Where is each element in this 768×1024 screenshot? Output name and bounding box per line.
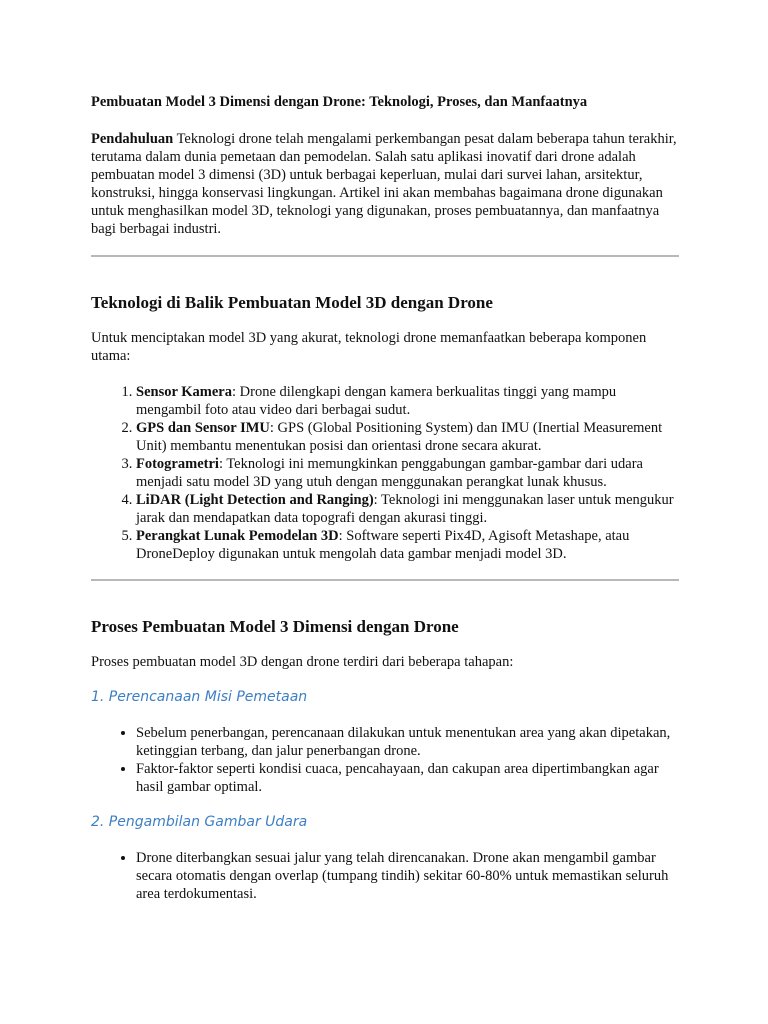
item-desc: : GPS (Global Positioning System) dan IMU (Inertial Measurement Unit) membantu menentukan posisi dan orientasi drone secara akurat. xyxy=(136,420,663,454)
item-term: Fotogrametri xyxy=(136,456,219,472)
item-term: Sensor Kamera xyxy=(136,384,232,400)
step1-heading: 1. Perencanaan Misi Pemetaan xyxy=(91,689,308,705)
item-desc: : Drone dilengkapi dengan kamera berkualitas tinggi yang mampu mengambil foto atau video dari berbagai sudut. xyxy=(136,384,617,418)
list-item: • Faktor-faktor seperti kondisi cuaca, pencahayaan, dan cakupan area dipertimbangkan agar hasil gambar optimal. xyxy=(136,760,679,796)
process-lead: Proses pembuatan model 3D dengan drone terdiri dari beberapa tahapan: xyxy=(91,654,514,670)
item-term: Perangkat Lunak Pemodelan 3D xyxy=(136,528,339,544)
document-content xyxy=(91,92,679,903)
step2-heading: 2. Pengambilan Gambar Udara xyxy=(91,814,308,830)
process-heading: Proses Pembuatan Model 3 Dimensi dengan Drone xyxy=(91,617,459,636)
intro-label: Pendahuluan xyxy=(91,131,174,147)
section-divider xyxy=(91,579,679,581)
list-item xyxy=(136,527,679,563)
document-title: Pembuatan Model 3 Dimensi dengan Drone: Teknologi, Proses, dan Manfaatnya xyxy=(91,94,588,110)
item-term: GPS dan Sensor IMU xyxy=(136,420,270,436)
tech-lead: Untuk menciptakan model 3D yang akurat, teknologi drone memanfaatkan beberapa komponen utama: xyxy=(91,330,647,364)
step2-list xyxy=(91,849,679,903)
list-item xyxy=(136,455,679,491)
list-item xyxy=(136,491,679,527)
item-term: LiDAR (Light Detection and Ranging) xyxy=(136,492,374,508)
list-item: • Sebelum penerbangan, perencanaan dilakukan untuk menentukan area yang akan dipetakan, ketinggian terbang, dan jalur penerbangan drone. xyxy=(136,724,679,760)
tech-heading: Teknologi di Balik Pembuatan Model 3D dengan Drone xyxy=(91,293,493,312)
list-item: • Drone diterbangkan sesuai jalur yang telah direncanakan. Drone akan mengambil gambar secara otomatis dengan overlap (tumpang tindih) sekitar 60-80% untuk memastikan seluruh area terdokumentasi. xyxy=(136,849,679,903)
section-divider xyxy=(91,255,679,257)
item-desc: : Teknologi ini memungkinkan penggabungan gambar-gambar dari udara menjadi satu model 3D yang utuh dengan menggunakan perangkat lunak khusus. xyxy=(136,456,643,490)
list-item xyxy=(136,383,679,419)
item-desc: : Software seperti Pix4D, Agisoft Metashape, atau DroneDeploy digunakan untuk mengolah data gambar menjadi model 3D. xyxy=(136,528,630,562)
intro-paragraph xyxy=(91,130,679,238)
list-item xyxy=(136,419,679,455)
item-desc: : Teknologi ini menggunakan laser untuk mengukur jarak dan mendapatkan data topografi dengan akurasi tinggi. xyxy=(136,492,674,526)
intro-text: Teknologi drone telah mengalami perkembangan pesat dalam beberapa tahun terakhir, terutama dalam dunia pemetaan dan pemodelan. Salah satu aplikasi inovatif dari drone adalah pembuatan model 3 dimensi (3D) untuk berbagai keperluan, mulai dari survei lahan, arsitektur, konstruksi, hingga konservasi lingkungan. Artikel ini akan membahas bagaimana drone digunakan untuk menghasilkan model 3D, teknologi yang digunakan, proses pembuatannya, dan manfaatnya bagi berbagai industri. xyxy=(91,131,677,237)
step1-list xyxy=(91,724,679,796)
tech-list xyxy=(91,383,679,563)
